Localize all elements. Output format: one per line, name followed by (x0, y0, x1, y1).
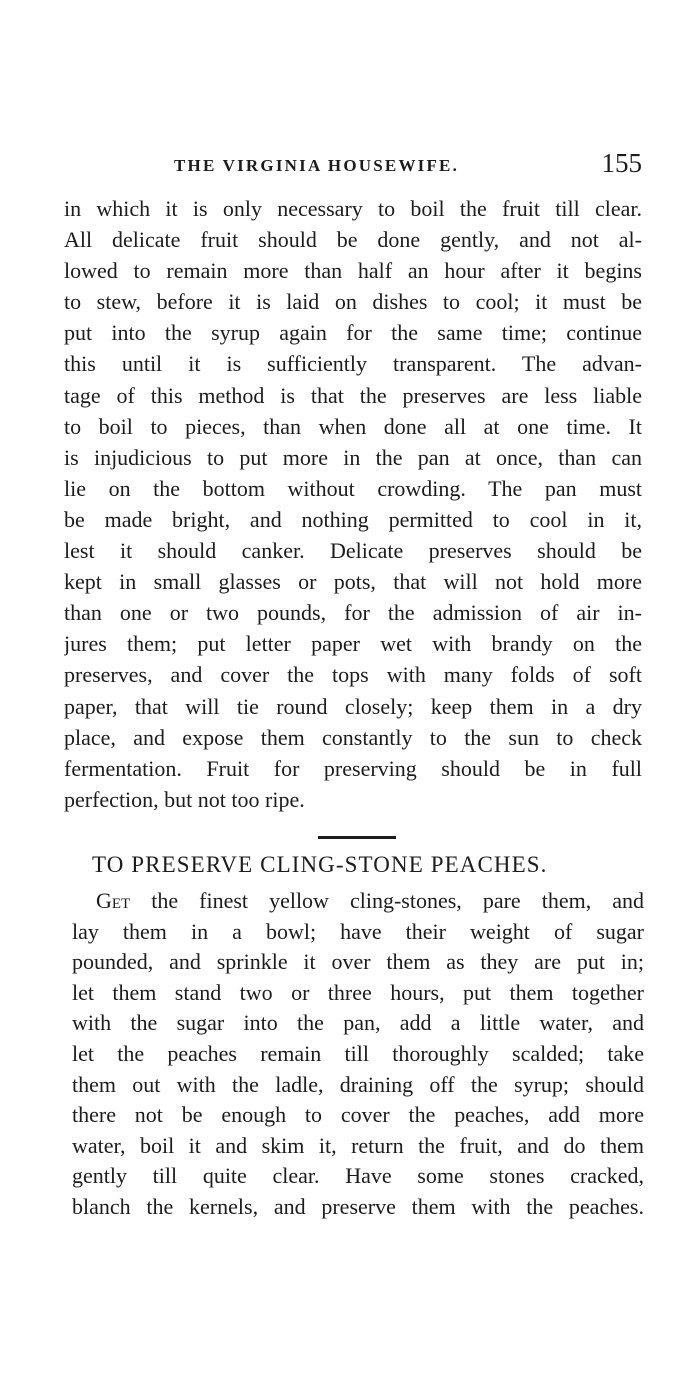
text-line: tage of this method is that the preserves are less liable (64, 382, 642, 408)
text-line: All delicate fruit should be done gently, and not al- (64, 227, 642, 253)
running-header (64, 148, 642, 188)
section-divider-rule (318, 836, 396, 839)
text-line: jures them; put letter paper wet with brandy on the (64, 631, 642, 657)
text-line-first (72, 886, 644, 917)
text-line: than one or two pounds, for the admission of air in- (64, 600, 642, 626)
text-line: there not be enough to cover the peaches, add more (72, 1102, 644, 1128)
text-line: with the sugar into the pan, add a little water, and (72, 1010, 644, 1036)
text-line: let the peaches remain till thoroughly scalded; take (72, 1040, 644, 1066)
text-line: be made bright, and nothing permitted to cool in it, (64, 506, 642, 532)
text-line: lie on the bottom without crowding. The pan must (64, 475, 642, 501)
page-number: 155 (601, 148, 642, 178)
text-line: them out with the ladle, draining off the syrup; should (72, 1071, 644, 1097)
text-line: this until it is sufficiently transparent. The advan- (64, 351, 642, 377)
text-line: put into the syrup again for the same time; continue (64, 320, 642, 346)
text-line: in which it is only necessary to boil the fruit till clear. (64, 196, 642, 221)
paragraph-continued (64, 193, 642, 815)
text-line: to stew, before it is laid on dishes to cool; it must be (64, 289, 642, 315)
text-line: lay them in a bowl; have their weight of sugar (72, 918, 644, 944)
text-line: lowed to remain more than half an hour after it begins (64, 258, 642, 284)
opening-word: Get (96, 888, 131, 913)
section-heading: TO PRESERVE CLING-STONE PEACHES. (92, 852, 548, 877)
text-line: kept in small glasses or pots, that will not hold more (64, 569, 642, 595)
text-line: blanch the kernels, and preserve them with the peaches. (72, 1193, 644, 1219)
text-line: gently till quite clear. Have some stones cracked, (72, 1163, 644, 1189)
text-line: is injudicious to put more in the pan at once, than can (64, 444, 642, 470)
text-line: perfection, but not too ripe. (64, 786, 305, 812)
text-line: water, boil it and skim it, return the fruit, and do them (72, 1132, 644, 1158)
opening-line-text: the finest yellow cling-stones, pare them, and (130, 888, 644, 913)
text-line: fermentation. Fruit for preserving should be in full (64, 755, 642, 781)
text-line: place, and expose them constantly to the sun to check (64, 724, 642, 750)
text-line: lest it should canker. Delicate preserves should be (64, 538, 642, 564)
text-line: paper, that will tie round closely; keep them in a dry (64, 693, 642, 719)
text-line: pounded, and sprinkle it over them as they are put in; (72, 949, 644, 975)
text-line: preserves, and cover the tops with many folds of soft (64, 662, 642, 688)
text-line: to boil to pieces, than when done all at one time. It (64, 413, 642, 439)
running-title: THE VIRGINIA HOUSEWIFE. (174, 156, 460, 175)
recipe-paragraph (72, 886, 644, 1223)
text-line: let them stand two or three hours, put them together (72, 979, 644, 1005)
